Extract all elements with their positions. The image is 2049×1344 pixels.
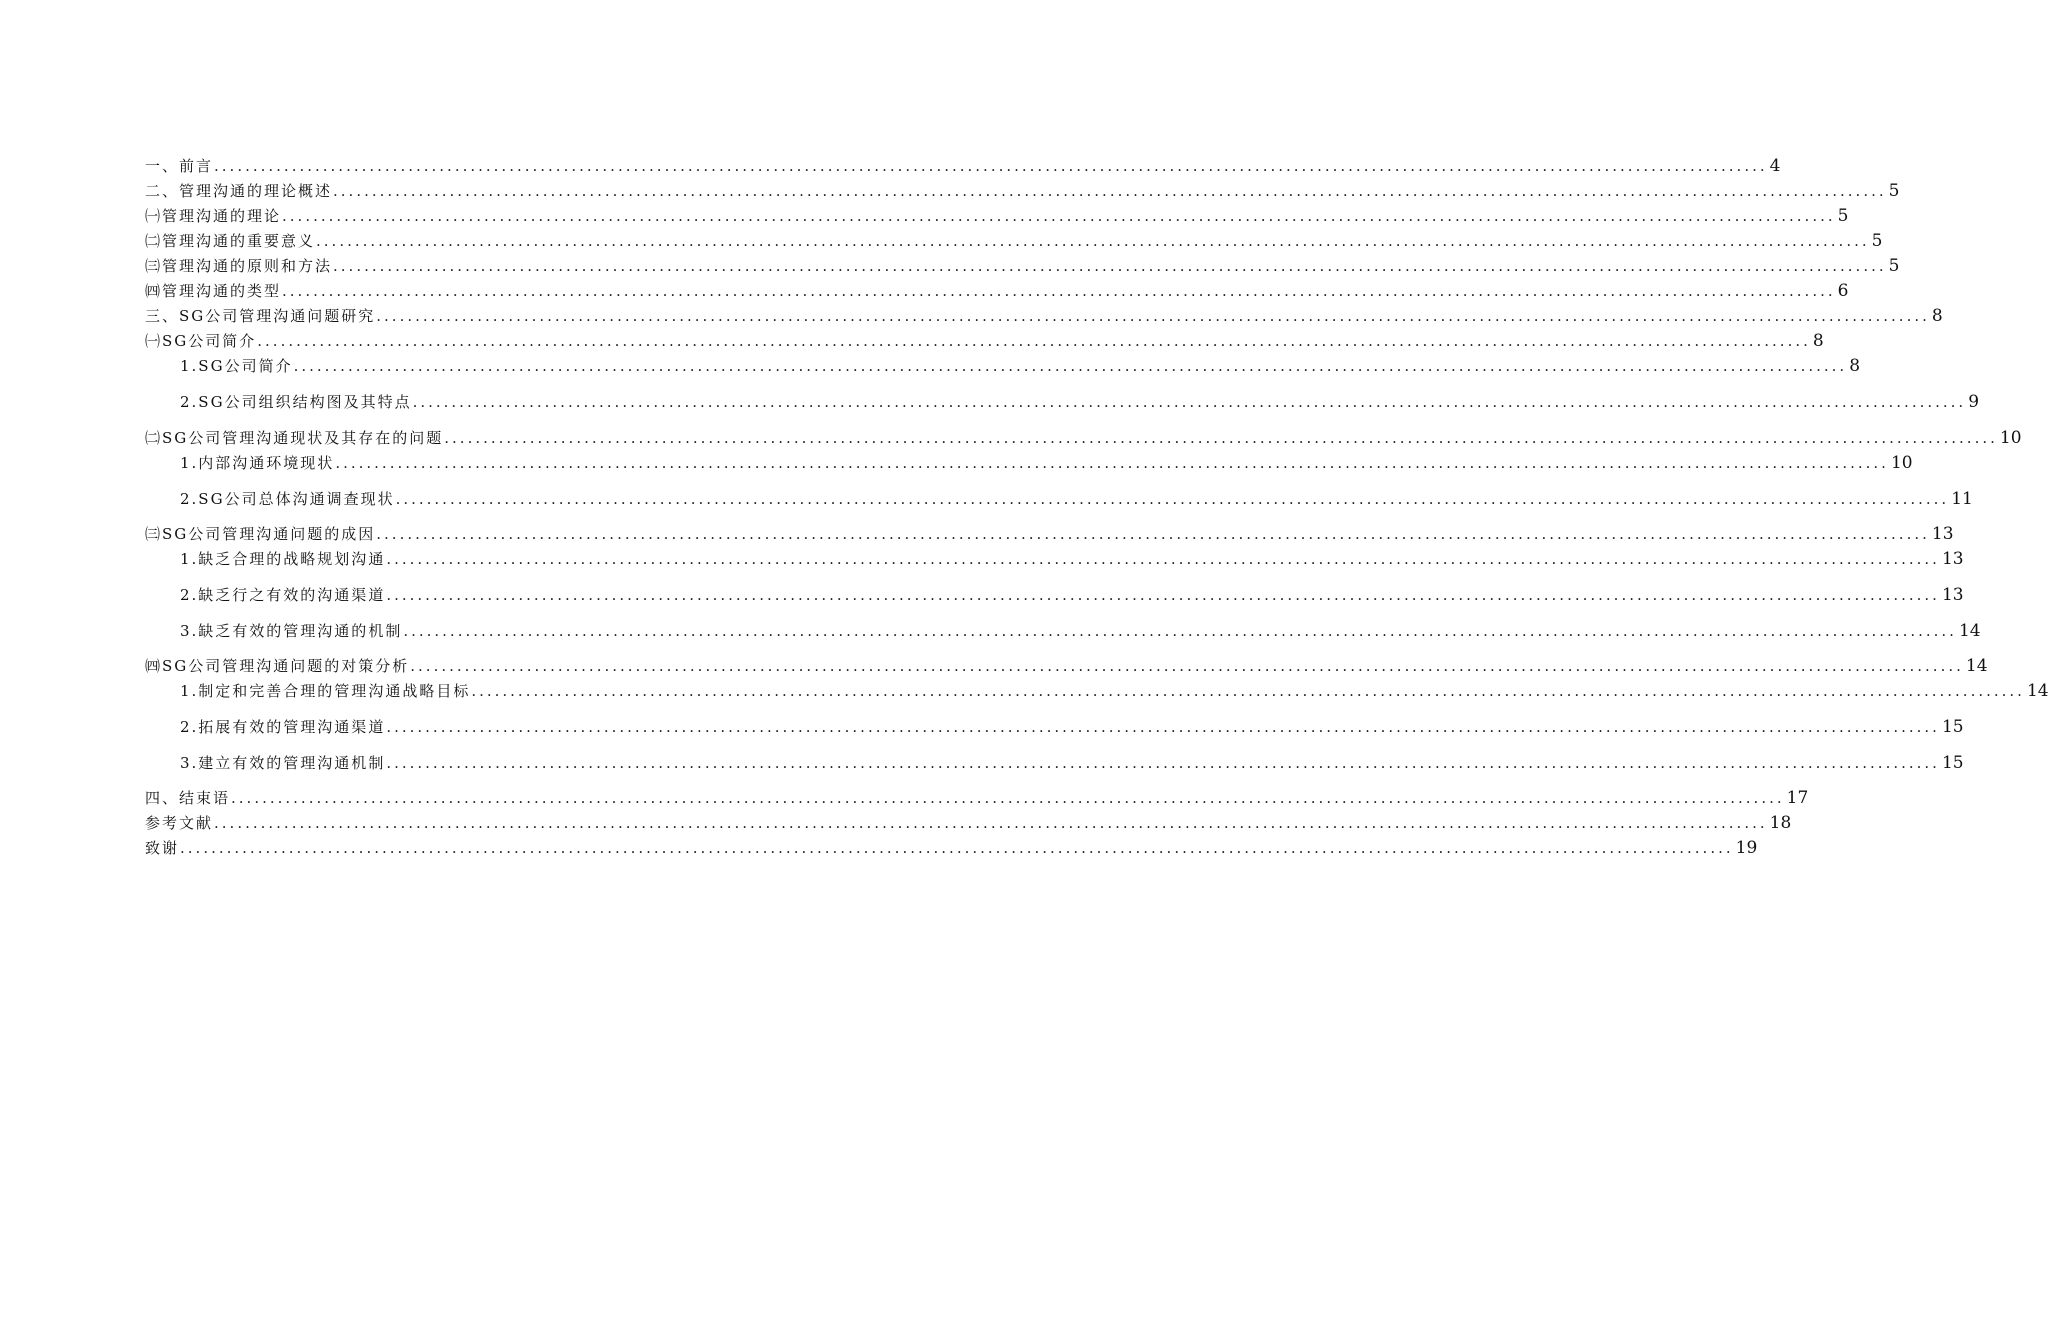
dot-leader: ........................................................................................................................................................................................................: [333, 257, 1887, 275]
dot-leader: ........................................................................................................................................................................................................: [386, 550, 1940, 568]
toc-page-number: 9: [1968, 392, 1980, 412]
dot-leader: ........................................................................................................................................................................................................: [282, 282, 1836, 300]
dot-leader: ........................................................................................................................................................................................................: [412, 393, 1967, 411]
toc-entry-title: 致谢: [145, 839, 180, 857]
dot-leader: ........................................................................................................................................................................................................: [471, 682, 2025, 700]
dot-leader: ........................................................................................................................................................................................................: [386, 718, 1940, 736]
toc-entry[interactable]: [180, 749, 1964, 773]
toc-entry[interactable]: [145, 152, 1781, 176]
toc-page-number: 10: [1890, 453, 1913, 473]
toc-entry-title: ㈣SG公司管理沟通问题的对策分析: [145, 657, 410, 675]
toc-entry-title: ㈣管理沟通的类型: [145, 282, 282, 300]
toc-page-number: 5: [1888, 181, 1900, 201]
toc-entry[interactable]: [180, 677, 2049, 701]
toc-page-number: 13: [1941, 585, 1964, 605]
toc-entry[interactable]: [180, 485, 1973, 509]
dot-leader: ........................................................................................................................................................................................................: [333, 182, 1887, 200]
toc-page-number: 10: [1999, 428, 2022, 448]
toc-page-number: 15: [1941, 717, 1964, 737]
toc-page-number: 4: [1769, 156, 1781, 176]
dot-leader: ........................................................................................................................................................................................................: [395, 490, 1950, 508]
toc-page-number: 14: [1958, 621, 1981, 641]
toc-entry-title: 三、SG公司管理沟通问题研究: [145, 307, 376, 325]
toc-entry-title: 一、前言: [145, 157, 214, 175]
toc-entry[interactable]: [145, 327, 1824, 351]
dot-leader: ........................................................................................................................................................................................................: [316, 232, 1870, 250]
dot-leader: ........................................................................................................................................................................................................: [214, 157, 1768, 175]
toc-entry[interactable]: [180, 449, 1913, 473]
toc-page-number: 5: [1837, 206, 1849, 226]
toc-entry-title: ㈢SG公司管理沟通问题的成因: [145, 525, 376, 543]
toc-entry[interactable]: [145, 202, 1849, 226]
toc-page-number: 13: [1941, 549, 1964, 569]
toc-entry[interactable]: [145, 227, 1883, 251]
toc-entry-title: 1.缺乏合理的战略规划沟通: [180, 550, 386, 568]
toc-page-number: 14: [1965, 656, 1988, 676]
dot-leader: ........................................................................................................................................................................................................: [180, 839, 1734, 857]
toc-page-number: 8: [1812, 331, 1824, 351]
toc-entry-title: 1.内部沟通环境现状: [180, 454, 335, 472]
toc-page-number: 17: [1786, 788, 1809, 808]
toc-entry-title: 2.SG公司总体沟通调查现状: [180, 490, 395, 508]
dot-leader: ........................................................................................................................................................................................................: [386, 586, 1940, 604]
dot-leader: ........................................................................................................................................................................................................: [293, 357, 1848, 375]
toc-entry[interactable]: [145, 520, 1954, 544]
dot-leader: ........................................................................................................................................................................................................: [410, 657, 1964, 675]
dot-leader: ........................................................................................................................................................................................................: [257, 332, 1811, 350]
toc-entry[interactable]: [180, 352, 1861, 376]
toc-entry-title: 2.拓展有效的管理沟通渠道: [180, 718, 386, 736]
toc-entry-title: 2.缺乏行之有效的沟通渠道: [180, 586, 386, 604]
toc-entry-title: 参考文献: [145, 814, 214, 832]
toc-entry-title: ㈠管理沟通的理论: [145, 207, 282, 225]
toc-entry-title: ㈡SG公司管理沟通现状及其存在的问题: [145, 429, 444, 447]
toc-entry[interactable]: [145, 424, 2022, 448]
dot-leader: ........................................................................................................................................................................................................: [403, 622, 1957, 640]
toc-page-number: 6: [1837, 281, 1849, 301]
toc-page-number: 5: [1888, 256, 1900, 276]
toc-entry-title: ㈢管理沟通的原则和方法: [145, 257, 333, 275]
toc-page-number: 19: [1735, 838, 1758, 858]
toc-page-number: 5: [1871, 231, 1883, 251]
toc-entry[interactable]: [145, 652, 1988, 676]
toc-page-number: 11: [1951, 489, 1973, 509]
dot-leader: ........................................................................................................................................................................................................: [376, 307, 1930, 325]
toc-entry[interactable]: [145, 177, 1900, 201]
toc-page-number: 14: [2026, 681, 2049, 701]
toc-page-number: 13: [1931, 524, 1954, 544]
toc-entry[interactable]: [145, 302, 1943, 326]
dot-leader: ........................................................................................................................................................................................................: [386, 754, 1940, 772]
toc-entry[interactable]: [180, 617, 1981, 641]
toc-entry-title: 四、结束语: [145, 789, 231, 807]
toc-entry-title: 1.制定和完善合理的管理沟通战略目标: [180, 682, 471, 700]
toc-entry[interactable]: [145, 252, 1900, 276]
dot-leader: ........................................................................................................................................................................................................: [335, 454, 1889, 472]
dot-leader: ........................................................................................................................................................................................................: [214, 814, 1768, 832]
toc-page-number: 15: [1941, 753, 1964, 773]
toc-entry[interactable]: [145, 277, 1849, 301]
toc-entry-title: 3.缺乏有效的管理沟通的机制: [180, 622, 403, 640]
toc-entry[interactable]: [180, 713, 1964, 737]
dot-leader: ........................................................................................................................................................................................................: [376, 525, 1930, 543]
dot-leader: ........................................................................................................................................................................................................: [444, 429, 1998, 447]
toc-entry[interactable]: [145, 809, 1792, 833]
toc-entry[interactable]: [180, 581, 1964, 605]
toc-entry-title: ㈠SG公司简介: [145, 332, 257, 350]
toc-page-number: 8: [1849, 356, 1861, 376]
toc-entry-title: 二、管理沟通的理论概述: [145, 182, 333, 200]
toc-entry[interactable]: [145, 834, 1758, 858]
toc-entry-title: 2.SG公司组织结构图及其特点: [180, 393, 412, 411]
toc-entry[interactable]: [180, 545, 1964, 569]
toc-page-number: 18: [1769, 813, 1792, 833]
toc-entry-title: 1.SG公司简介: [180, 357, 293, 375]
toc-entry[interactable]: [180, 388, 1980, 412]
toc-entry-title: ㈡管理沟通的重要意义: [145, 232, 316, 250]
toc-entry[interactable]: [145, 784, 1809, 808]
toc-page-number: 8: [1931, 306, 1943, 326]
toc-entry-title: 3.建立有效的管理沟通机制: [180, 754, 386, 772]
dot-leader: ........................................................................................................................................................................................................: [231, 789, 1785, 807]
dot-leader: ........................................................................................................................................................................................................: [282, 207, 1836, 225]
